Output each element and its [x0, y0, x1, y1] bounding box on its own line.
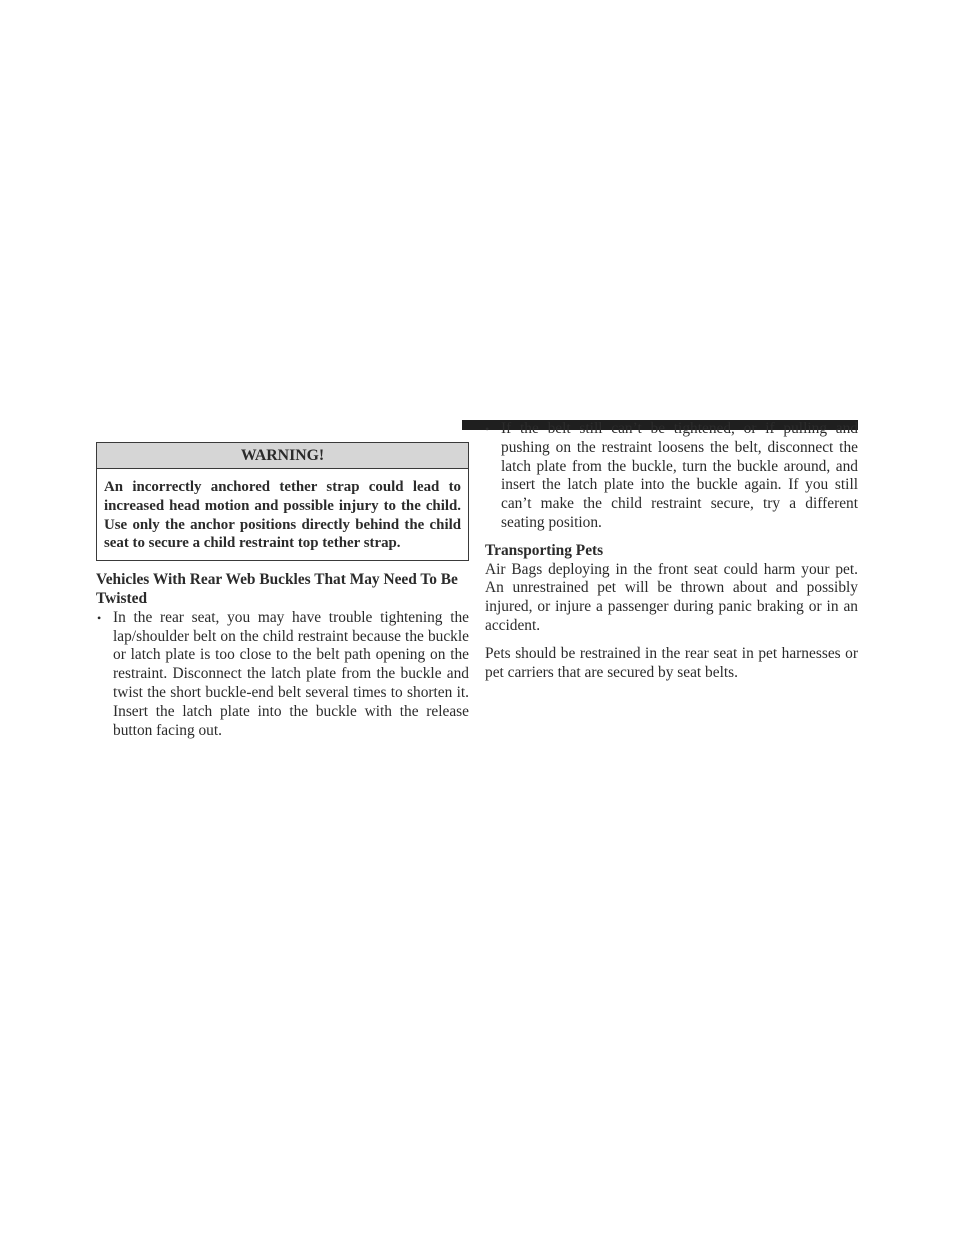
bullet-icon: •: [97, 610, 102, 625]
paragraph-air-bags: Air Bags deploying in the front seat could harm your pet. An unrestrained pet will be thrown about and possibly injured, or injure a passenger during panic braking or in an accident.: [485, 560, 858, 634]
section-heading-rear-web-buckles: Vehicles With Rear Web Buckles That May Need To Be Twisted: [96, 571, 458, 607]
list-item-text: In the rear seat, you may have trouble tightening the lap/shoulder belt on the child restraint because the buckle or latch plate is too close to the belt path opening on the restraint. Disconnect the latch plate from the buckle and twist the short buckle-end belt several times to shorten it. Insert the latch plate into the buckle with the release button facing out.: [113, 608, 469, 739]
warning-title: WARNING!: [97, 443, 468, 469]
right-column: [485, 420, 858, 682]
warning-box: [96, 442, 469, 561]
bullet-icon: •: [485, 422, 490, 436]
bullet-list-left: [96, 609, 469, 741]
left-column: [96, 442, 469, 740]
list-item-text: If the belt still can’t be tightened, or if pulling and pushing on the restraint loosens the belt, disconnect the latch plate from the buckle, turn the buckle around, and insert the latch plate into the buckle again. If you still can’t make the child restraint secure, try a different seating position.: [501, 420, 858, 531]
warning-body: An incorrectly anchored tether strap could lead to increased head motion and possible injury to the child. Use only the anchor positions directly behind the child seat to secure a child restraint top tether strap.: [104, 479, 461, 552]
bullet-list-right: [484, 420, 858, 533]
list-item: [96, 609, 469, 741]
section-heading-transporting-pets: Transporting Pets: [485, 541, 604, 559]
list-item: [484, 420, 858, 533]
paragraph-pet-restraint: Pets should be restrained in the rear seat in pet harnesses or pet carriers that are secured by seat belts.: [485, 644, 858, 681]
